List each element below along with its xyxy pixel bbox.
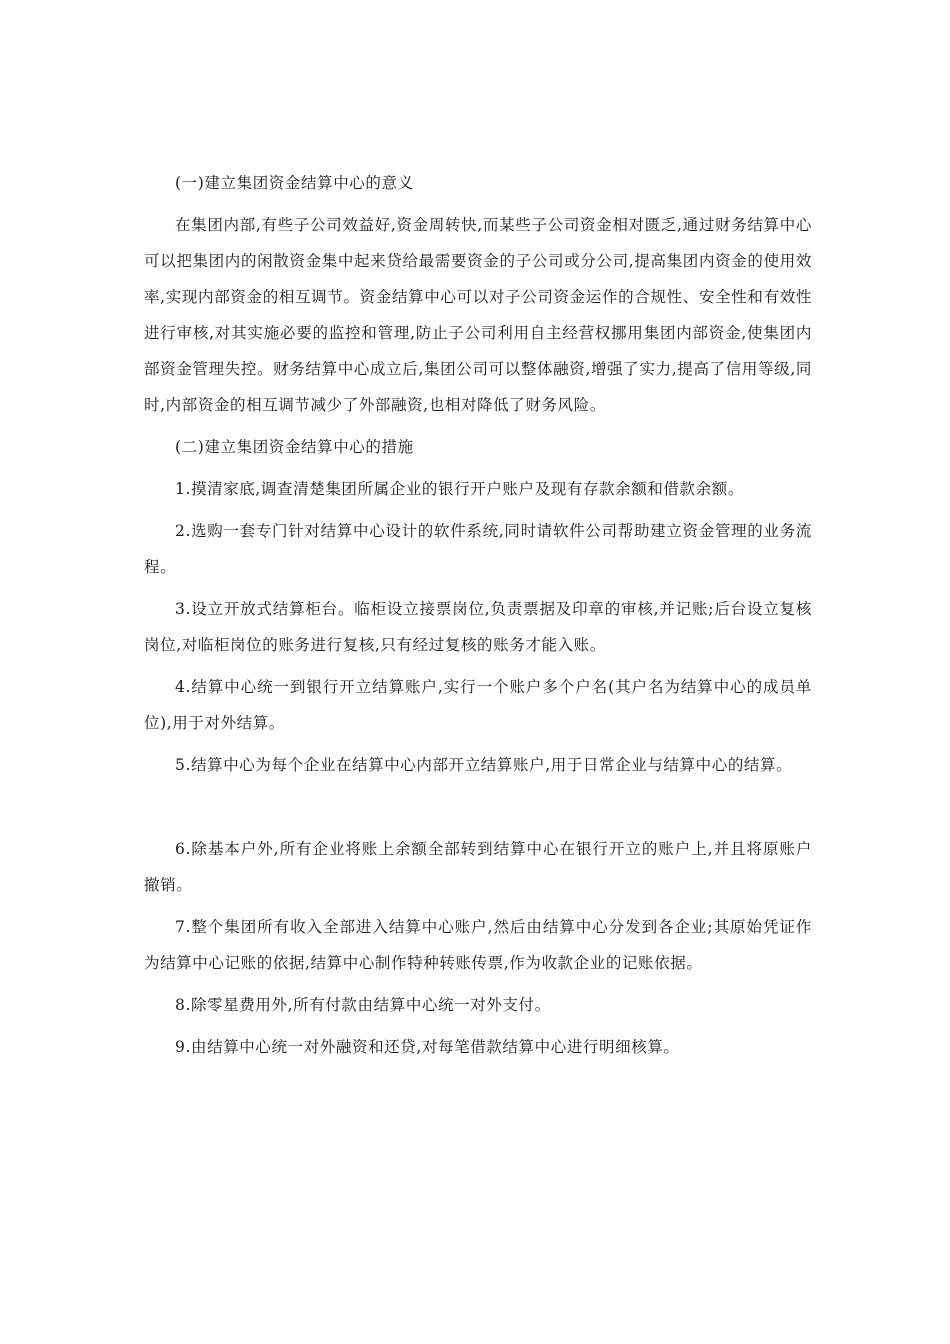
measure-item: 4.结算中心统一到银行开立结算账户,实行一个账户多个户名(其户名为结算中心的成员单位),用于对外结算。: [144, 678, 812, 732]
section-heading-measures: (二)建立集团资金结算中心的措施: [175, 438, 414, 456]
paragraph-significance: 在集团内部,有些子公司效益好,资金周转快,而某些子公司资金相对匮乏,通过财务结算中心可以把集团内的闲散资金集中起来贷给最需要资金的子公司或分公司,提高集团内资金的使用效率,实现内部资金的相互调节。资金结算中心可以对子公司资金运作的合规性、安全性和有效性进行审核,对其实施必要的监控和管理,防止子公司利用自主经营权挪用集团内部资金,使集团内部资金管理失控。财务结算中心成立后,集团公司可以整体融资,增强了实力,提高了信用等级,同时,内部资金的相互调节减少了外部融资,也相对降低了财务风险。: [144, 216, 812, 414]
document-body: [144, 165, 812, 1071]
measure-item: 6.除基本户外,所有企业将账上余额全部转到结算中心在银行开立的账户上,并且将原账户撤销。: [144, 840, 812, 894]
measure-item: 7.整个集团所有收入全部进入结算中心账户,然后由结算中心分发到各企业;其原始凭证作为结算中心记账的依据,结算中心制作特种转账传票,作为收款企业的记账依据。: [144, 918, 812, 972]
measure-item: 1.摸清家底,调查清楚集团所属企业的银行开户账户及现有存款余额和借款余额。: [175, 480, 744, 498]
measure-item: 9.由结算中心统一对外融资和还贷,对每笔借款结算中心进行明细核算。: [175, 1038, 680, 1056]
measure-item: 3.设立开放式结算柜台。临柜设立接票岗位,负责票据及印章的审核,并记账;后台设立复核岗位,对临柜岗位的账务进行复核,只有经过复核的账务才能入账。: [144, 600, 812, 654]
measure-item: 5.结算中心为每个企业在结算中心内部开立结算账户,用于日常企业与结算中心的结算。: [175, 756, 793, 774]
measure-item: 8.除零星费用外,所有付款由结算中心统一对外支付。: [175, 996, 551, 1014]
measure-item: 2.选购一套专门针对结算中心设计的软件系统,同时请软件公司帮助建立资金管理的业务流程。: [144, 522, 812, 576]
section-heading-significance: (一)建立集团资金结算中心的意义: [175, 174, 414, 192]
